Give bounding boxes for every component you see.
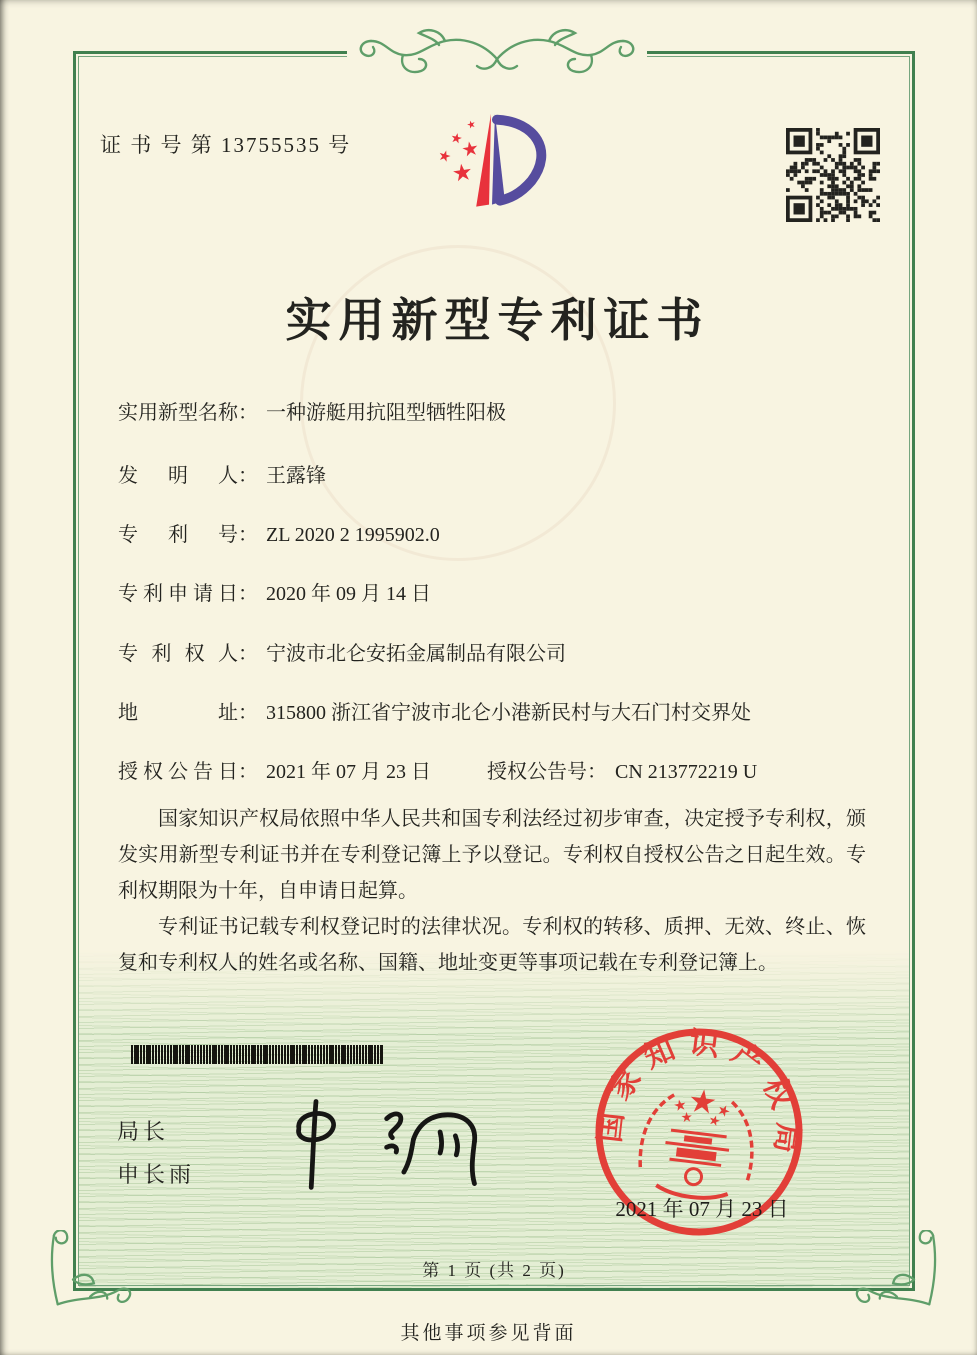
national-emblem — [663, 1085, 736, 1167]
seal-ring-text: 国家知识产权局 — [593, 1026, 805, 1166]
barcode — [131, 1045, 383, 1064]
top-ornament — [347, 25, 647, 81]
field-value: 2021 年 07 月 23 日 — [266, 761, 431, 783]
field-value: 2020 年 09 月 14 日 — [266, 583, 431, 605]
field-label: 专利号 — [118, 524, 238, 546]
field-label: 地址 — [118, 702, 238, 724]
field-patentee — [118, 637, 880, 666]
field-value: 一种游艇用抗阻型牺牲阳极 — [266, 402, 506, 424]
field-colon: ： — [238, 583, 258, 605]
field-colon: ： — [238, 643, 258, 665]
certificate-title: 实用新型专利证书 — [285, 295, 710, 346]
field-colon: ： — [238, 702, 258, 724]
field-grant-number — [487, 755, 757, 784]
field-value: ZL 2020 2 1995902.0 — [266, 524, 440, 546]
field-label: 专利权人 — [118, 643, 238, 665]
field-colon: ： — [587, 761, 607, 783]
signature-autograph — [272, 1090, 507, 1195]
director-title: 局长 — [117, 1119, 170, 1144]
director-name: 申长雨 — [117, 1162, 196, 1187]
page-number: 第 1 页 (共 2 页) — [422, 1261, 566, 1280]
field-value: 315800 浙江省宁波市北仑小港新民村与大石门村交界处 — [266, 702, 751, 724]
field-filing-date — [118, 577, 880, 606]
seal-date: 2021 年 07 月 23 日 — [615, 1197, 789, 1221]
body-paragraph-1: 国家知识产权局依照中华人民共和国专利法经过初步审查，决定授予专利权，颁发实用新型专利证书并在专利登记簿上予以登记。专利权自授权公告之日起生效。专利权期限为十年，自申请日起算。 — [118, 808, 866, 902]
field-value: 宁波市北仑安拓金属制品有限公司 — [266, 643, 566, 665]
field-label: 发明人 — [118, 465, 238, 487]
logo-p-bowl — [497, 120, 541, 201]
field-patent-number — [118, 518, 880, 547]
back-note: 其他事项参见背面 — [400, 1323, 577, 1344]
field-address — [118, 696, 880, 725]
field-label: 授权公告号 — [487, 761, 587, 783]
field-colon: ： — [238, 761, 258, 783]
field-label: 专利申请日 — [118, 583, 238, 605]
field-colon: ： — [238, 402, 258, 424]
logo-red-wedge — [476, 114, 491, 207]
certificate-number: 证 书 号 第 13755535 号 — [100, 133, 352, 157]
cnipa-logo — [413, 106, 571, 238]
field-value: 王露锋 — [266, 465, 326, 487]
legal-text-block — [118, 801, 866, 981]
field-value: CN 213772219 U — [615, 761, 758, 783]
field-inventor — [118, 459, 880, 488]
body-paragraph-2: 专利证书记载专利权登记时的法律状况。专利权的转移、质押、无效、终止、恢复和专利权人的姓名或名称、国籍、地址变更等事项记载在专利登记簿上。 — [118, 916, 866, 974]
logo-purple-wedge — [492, 114, 505, 205]
field-colon: ： — [238, 465, 258, 487]
field-label: 实用新型名称 — [118, 402, 238, 424]
logo-stars — [438, 119, 479, 181]
field-grant-row — [118, 755, 880, 784]
qr-code — [786, 128, 880, 222]
field-colon: ： — [238, 524, 258, 546]
field-utility-model-name — [118, 396, 880, 425]
field-label: 授权公告日 — [118, 761, 238, 783]
